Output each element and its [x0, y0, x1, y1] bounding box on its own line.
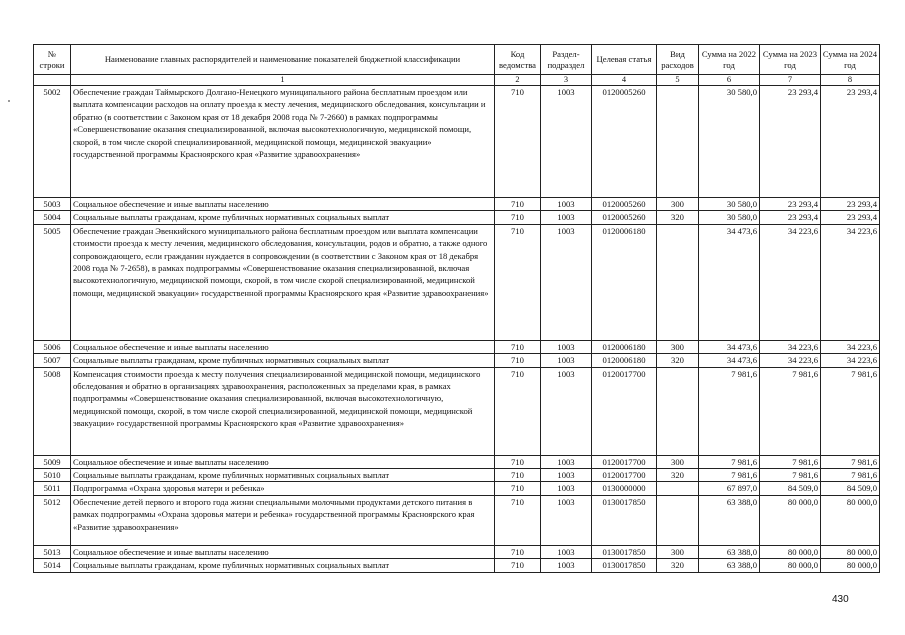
row-sum-2024: 7 981,6 [821, 367, 880, 455]
table-row [34, 198, 880, 211]
row-sum-2022: 30 580,0 [699, 198, 760, 211]
row-name: Социальное обеспечение и иные выплаты населению [71, 455, 495, 468]
row-expense-type [657, 86, 699, 198]
row-agency-code: 710 [495, 224, 541, 340]
budget-table [33, 44, 880, 573]
row-number: 5009 [34, 455, 71, 468]
row-sum-2022: 30 580,0 [699, 211, 760, 224]
column-number: 8 [821, 75, 880, 86]
row-target-article: 0120006180 [592, 224, 657, 340]
row-sum-2023: 84 509,0 [760, 482, 821, 495]
row-section: 1003 [541, 482, 592, 495]
row-sum-2022: 34 473,6 [699, 224, 760, 340]
column-number-row [34, 75, 880, 86]
row-agency-code: 710 [495, 367, 541, 455]
row-section: 1003 [541, 469, 592, 482]
row-name: Социальные выплаты гражданам, кроме публичных нормативных социальных выплат [71, 559, 495, 572]
page-number: 430 [832, 594, 849, 605]
row-name: Социальные выплаты гражданам, кроме публичных нормативных социальных выплат [71, 354, 495, 367]
row-sum-2023: 34 223,6 [760, 354, 821, 367]
row-target-article: 0130017850 [592, 495, 657, 545]
table-row [34, 86, 880, 198]
header-name: Наименование главных распорядителей и наименование показателей бюджетной классификации [71, 45, 495, 75]
column-number: 6 [699, 75, 760, 86]
row-number: 5006 [34, 340, 71, 353]
row-section: 1003 [541, 545, 592, 558]
row-section: 1003 [541, 211, 592, 224]
column-number [34, 75, 71, 86]
row-section: 1003 [541, 198, 592, 211]
table-row [34, 545, 880, 558]
table-row [34, 340, 880, 353]
row-expense-type [657, 482, 699, 495]
row-target-article: 0130000000 [592, 482, 657, 495]
row-expense-type: 300 [657, 198, 699, 211]
row-sum-2022: 63 388,0 [699, 495, 760, 545]
row-number: 5013 [34, 545, 71, 558]
row-number: 5005 [34, 224, 71, 340]
row-section: 1003 [541, 354, 592, 367]
row-name: Социальное обеспечение и иные выплаты населению [71, 340, 495, 353]
row-sum-2022: 34 473,6 [699, 340, 760, 353]
row-name: Компенсация стоимости проезда к месту получения специализированной медицинской помощи, медицинского обследования и обратно в организациях здравоохранения, расположенных за пределами края, в рамках подпрограммы «Совершенствование оказания специализированной, включая высокотехнологичную, медицинской помощи, скорой, в том числе скорой специализированной, медицинской помощи, медицинской эвакуации» государственной программы Красноярского края «Развитие здравоохранения» [71, 367, 495, 455]
row-agency-code: 710 [495, 198, 541, 211]
table-row [34, 211, 880, 224]
row-name: Обеспечение детей первого и второго года жизни специальными молочными продуктами детского питания в рамках подпрограммы «Охрана здоровья матери и ребенка» государственной программы Красноярского края «Развитие здравоохранения» [71, 495, 495, 545]
row-sum-2023: 34 223,6 [760, 224, 821, 340]
row-target-article: 0120017700 [592, 469, 657, 482]
row-section: 1003 [541, 367, 592, 455]
header-agency-code: Код ведомства [495, 45, 541, 75]
table-row [34, 367, 880, 455]
row-sum-2024: 80 000,0 [821, 495, 880, 545]
row-sum-2022: 63 388,0 [699, 545, 760, 558]
row-expense-type: 320 [657, 469, 699, 482]
row-sum-2024: 80 000,0 [821, 559, 880, 572]
column-number: 1 [71, 75, 495, 86]
row-agency-code: 710 [495, 354, 541, 367]
row-section: 1003 [541, 495, 592, 545]
row-target-article: 0120005260 [592, 211, 657, 224]
column-number: 2 [495, 75, 541, 86]
row-target-article: 0120017700 [592, 455, 657, 468]
header-sum-2024: Сумма на 2024 год [821, 45, 880, 75]
header-target-article: Целевая статья [592, 45, 657, 75]
row-sum-2023: 80 000,0 [760, 545, 821, 558]
row-target-article: 0130017850 [592, 545, 657, 558]
row-expense-type [657, 367, 699, 455]
row-sum-2023: 23 293,4 [760, 86, 821, 198]
row-sum-2023: 7 981,6 [760, 455, 821, 468]
table-row [34, 455, 880, 468]
row-number: 5008 [34, 367, 71, 455]
row-sum-2022: 7 981,6 [699, 367, 760, 455]
row-sum-2022: 67 897,0 [699, 482, 760, 495]
header-row-no: № строки [34, 45, 71, 75]
row-agency-code: 710 [495, 482, 541, 495]
row-sum-2022: 7 981,6 [699, 469, 760, 482]
row-number: 5011 [34, 482, 71, 495]
header-sum-2022: Сумма на 2022 год [699, 45, 760, 75]
row-target-article: 0120005260 [592, 86, 657, 198]
row-target-article: 0120005260 [592, 198, 657, 211]
table-row [34, 482, 880, 495]
row-sum-2024: 34 223,6 [821, 340, 880, 353]
row-agency-code: 710 [495, 455, 541, 468]
row-expense-type: 300 [657, 455, 699, 468]
row-sum-2023: 23 293,4 [760, 198, 821, 211]
row-sum-2023: 7 981,6 [760, 469, 821, 482]
row-sum-2024: 7 981,6 [821, 455, 880, 468]
row-name: Социальные выплаты гражданам, кроме публичных нормативных социальных выплат [71, 469, 495, 482]
row-sum-2023: 34 223,6 [760, 340, 821, 353]
row-sum-2023: 23 293,4 [760, 211, 821, 224]
row-agency-code: 710 [495, 211, 541, 224]
row-number: 5003 [34, 198, 71, 211]
row-sum-2023: 80 000,0 [760, 559, 821, 572]
table-row [34, 559, 880, 572]
row-sum-2022: 34 473,6 [699, 354, 760, 367]
row-sum-2024: 34 223,6 [821, 354, 880, 367]
row-name: Подпрограмма «Охрана здоровья матери и ребенка» [71, 482, 495, 495]
row-agency-code: 710 [495, 545, 541, 558]
row-sum-2024: 34 223,6 [821, 224, 880, 340]
row-sum-2024: 23 293,4 [821, 198, 880, 211]
table-row [34, 224, 880, 340]
header-sum-2023: Сумма на 2023 год [760, 45, 821, 75]
row-sum-2024: 84 509,0 [821, 482, 880, 495]
column-number: 5 [657, 75, 699, 86]
row-name: Обеспечение граждан Таймырского Долгано-Ненецкого муниципального района бесплатным проездом или выплата компенсации расходов на оплату проезда к месту лечения, медицинского обследования, консультации и обратно (в соответствии с Законом края от 18 декабря 2008 года № 7-2660) в рамках подпрограммы «Совершенствование оказания специализированной, включая высокотехнологичную, медицинской помощи, скорой, в том числе скорой специализированной, медицинской помощи, медицинской эвакуации» государственной программы Красноярского края «Развитие здравоохранения» [71, 86, 495, 198]
row-sum-2022: 63 388,0 [699, 559, 760, 572]
margin-mark [8, 100, 10, 102]
row-section: 1003 [541, 224, 592, 340]
row-sum-2023: 7 981,6 [760, 367, 821, 455]
table-row [34, 469, 880, 482]
column-number: 7 [760, 75, 821, 86]
row-name: Социальное обеспечение и иные выплаты населению [71, 198, 495, 211]
row-target-article: 0120006180 [592, 340, 657, 353]
table-row [34, 495, 880, 545]
row-sum-2022: 30 580,0 [699, 86, 760, 198]
row-expense-type: 320 [657, 354, 699, 367]
row-expense-type: 320 [657, 559, 699, 572]
column-number: 4 [592, 75, 657, 86]
row-number: 5012 [34, 495, 71, 545]
header-expense-type: Вид расходов [657, 45, 699, 75]
row-agency-code: 710 [495, 86, 541, 198]
row-number: 5004 [34, 211, 71, 224]
column-number: 3 [541, 75, 592, 86]
row-agency-code: 710 [495, 559, 541, 572]
row-sum-2024: 23 293,4 [821, 211, 880, 224]
row-sum-2024: 23 293,4 [821, 86, 880, 198]
row-agency-code: 710 [495, 495, 541, 545]
header-section: Раздел-подраздел [541, 45, 592, 75]
header-row [34, 45, 880, 75]
row-name: Социальное обеспечение и иные выплаты населению [71, 545, 495, 558]
row-sum-2023: 80 000,0 [760, 495, 821, 545]
row-name: Обеспечение граждан Эвенкийского муниципального района бесплатным проездом или выплата компенсации стоимости проезда к месту лечения, медицинского обследования, консультации, родов и обратно, а также одного сопровождающего, если гражданин нуждается в сопровождении (в соответствии с Законом края от 18 декабря 2008 года № 7-2658), в рамках подпрограммы «Совершенствование оказания специализированной, включая высокотехнологичную, медицинской помощи, скорой, в том числе скорой специализированной, медицинской помощи, медицинской эвакуации» государственной программы Красноярского края «Развитие здравоохранения» [71, 224, 495, 340]
row-agency-code: 710 [495, 340, 541, 353]
row-number: 5007 [34, 354, 71, 367]
row-section: 1003 [541, 559, 592, 572]
row-section: 1003 [541, 340, 592, 353]
row-agency-code: 710 [495, 469, 541, 482]
row-number: 5002 [34, 86, 71, 198]
row-section: 1003 [541, 86, 592, 198]
row-target-article: 0130017850 [592, 559, 657, 572]
row-target-article: 0120006180 [592, 354, 657, 367]
row-expense-type: 300 [657, 545, 699, 558]
row-sum-2024: 7 981,6 [821, 469, 880, 482]
row-expense-type: 320 [657, 211, 699, 224]
row-expense-type: 300 [657, 340, 699, 353]
table-row [34, 354, 880, 367]
row-number: 5010 [34, 469, 71, 482]
row-sum-2022: 7 981,6 [699, 455, 760, 468]
row-sum-2024: 80 000,0 [821, 545, 880, 558]
row-target-article: 0120017700 [592, 367, 657, 455]
row-expense-type [657, 224, 699, 340]
row-expense-type [657, 495, 699, 545]
row-section: 1003 [541, 455, 592, 468]
row-name: Социальные выплаты гражданам, кроме публичных нормативных социальных выплат [71, 211, 495, 224]
row-number: 5014 [34, 559, 71, 572]
